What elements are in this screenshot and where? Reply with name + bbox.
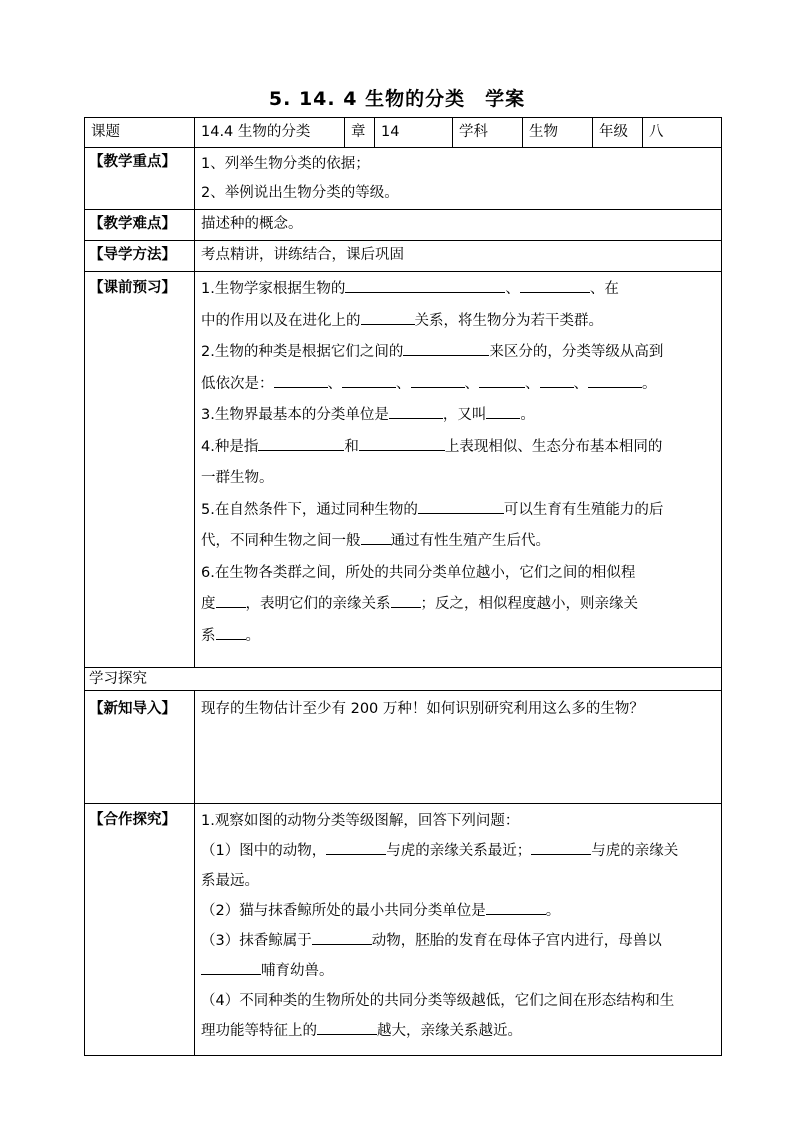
key-points-content: [195, 148, 722, 210]
fill-blank: [588, 369, 642, 388]
fill-blank: [531, 836, 591, 855]
coop-line-7: 理功能等特征上的 越大，亲缘关系越近。: [201, 1016, 715, 1046]
fill-blank: [216, 621, 246, 640]
preview-line-3: 2.生物的种类是根据它们之间的 来区分的，分类等级从高到: [201, 337, 715, 369]
preview-line-10: 6.在生物各类群之间，所处的共同分类单位越小，它们之间的相似程: [201, 564, 636, 581]
key-points-label: 【教学重点】: [85, 148, 195, 210]
fill-blank: [317, 1016, 377, 1035]
intro-row: [85, 691, 722, 804]
header-row: [85, 118, 722, 148]
fill-blank: [258, 432, 344, 451]
intro-label: 【新知导入】: [85, 691, 195, 804]
intro-text: 现存的生物估计至少有 200 万种！如何识别研究利用这么多的生物？: [195, 691, 722, 804]
header-subject-label: 学科: [453, 118, 523, 148]
fill-blank: [359, 432, 445, 451]
explore-row: [85, 668, 722, 691]
fill-blank: [403, 337, 489, 356]
fill-blank: [411, 369, 465, 388]
difficulty-row: [85, 210, 722, 241]
preview-label: 【课前预习】: [85, 272, 195, 668]
coop-content: [195, 804, 722, 1056]
method-text: 考点精讲，讲练结合，课后巩固: [195, 241, 722, 272]
preview-line-5: 3.生物界最基本的分类单位是 ，又叫 。: [201, 400, 715, 432]
preview-line-8: 5.在自然条件下，通过同种生物的 可以生育有生殖能力的后: [201, 495, 715, 527]
fill-blank: [361, 526, 391, 545]
key-point-1: 1、列举生物分类的依据；: [201, 156, 370, 172]
page-title: 5. 14. 4 生物的分类 学案: [268, 88, 526, 110]
preview-line-11: 度 ，表明它们的亲缘关系 ；反之，相似程度越小，则亲缘关: [201, 589, 715, 621]
preview-line-6: 4.种是指 和 上表现相似、生态分布基本相同的: [201, 432, 715, 464]
coop-line-1: （1）图中的动物， 与虎的亲缘关系最近； 与虎的亲缘关: [201, 836, 715, 866]
preview-line-12: 系 。: [201, 621, 715, 653]
fill-blank: [540, 369, 574, 388]
coop-label: 【合作探究】: [85, 804, 195, 1056]
fill-blank: [326, 836, 386, 855]
key-point-2: 2、举例说出生物分类的等级。: [201, 185, 399, 201]
coop-line-6: （4）不同种类的生物所处的共同分类等级越低，它们之间在形态结构和生: [201, 993, 675, 1009]
header-topic-value: 14.4 生物的分类: [195, 118, 345, 148]
fill-blank: [342, 369, 396, 388]
preview-row: [85, 272, 722, 668]
preview-content: [195, 272, 722, 668]
header-chapter-value: 14: [375, 118, 453, 148]
fill-blank: [391, 589, 421, 608]
method-row: [85, 241, 722, 272]
preview-line-2: 中的作用以及在进化上的 关系，将生物分为若干类群。: [201, 306, 715, 338]
preview-line-7: 一群生物。: [201, 470, 274, 486]
fill-blank: [418, 495, 504, 514]
difficulty-text: 描述种的概念。: [195, 210, 722, 241]
difficulty-label: 【教学难点】: [85, 210, 195, 241]
fill-blank: [486, 896, 546, 915]
fill-blank: [520, 274, 590, 293]
coop-line-4: （3）抹香鲸属于 动物，胚胎的发育在母体子宫内进行，母兽以: [201, 926, 715, 956]
fill-blank: [479, 369, 525, 388]
fill-blank: [389, 400, 443, 419]
header-topic-label: 课题: [85, 118, 195, 148]
preview-line-1: 1.生物学家根据生物的 、 、在: [201, 274, 715, 306]
header-chapter-label: 章: [345, 118, 375, 148]
coop-line-3: （2）猫与抹香鲸所处的最小共同分类单位是 。: [201, 896, 715, 926]
coop-line-2: 系最远。: [201, 873, 259, 889]
coop-line-5: 哺育幼兽。: [201, 956, 715, 986]
coop-line-0: 1.观察如图的动物分类等级图解，回答下列问题：: [201, 813, 520, 829]
fill-blank: [274, 369, 328, 388]
fill-blank: [216, 589, 246, 608]
header-grade-value: 八: [643, 118, 722, 148]
key-points-row: [85, 148, 722, 210]
fill-blank: [361, 306, 415, 325]
fill-blank: [312, 926, 372, 945]
header-subject-value: 生物: [523, 118, 593, 148]
header-grade-label: 年级: [593, 118, 643, 148]
coop-row: [85, 804, 722, 1056]
preview-line-9: 代，不同种生物之间一般 通过有性生殖产生后代。: [201, 526, 715, 558]
worksheet-table: [84, 117, 722, 1056]
method-label: 【导学方法】: [85, 241, 195, 272]
fill-blank: [201, 956, 261, 975]
preview-line-4: 低依次是： 、 、 、 、 、 。: [201, 369, 715, 401]
explore-heading: 学习探究: [85, 668, 722, 691]
fill-blank: [345, 274, 505, 293]
fill-blank: [486, 400, 520, 419]
